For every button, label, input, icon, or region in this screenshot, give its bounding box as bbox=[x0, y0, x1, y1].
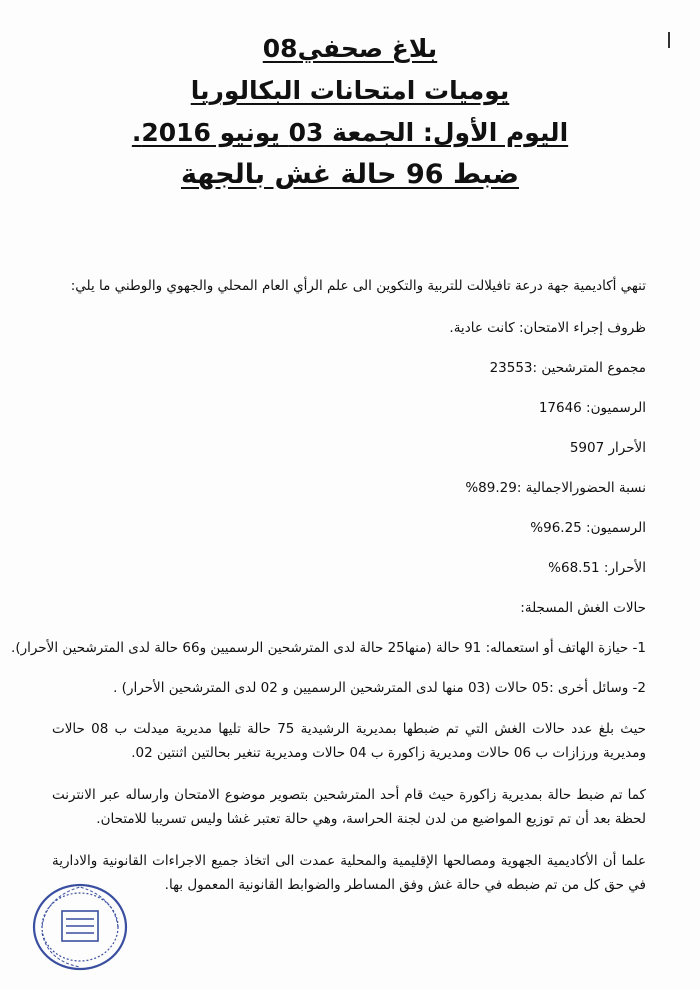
document-header bbox=[0, 28, 700, 196]
cheating-title: حالات الغش المسجلة: bbox=[520, 600, 646, 616]
header-subtitle: يوميات امتحانات البكالوريا bbox=[190, 76, 510, 105]
header-headline: ضبط 96 حالة غش بالجهة bbox=[180, 159, 519, 190]
attendance-official-text: الرسميون: 96.25% bbox=[530, 520, 646, 536]
paragraph-legal-measures: علما أن الأكاديمية الجهوية ومصالحها الإقليمية والمحلية عمدت الى اتخاذ جميع الاجراءات القانونية والادارية في حق كل من تم ضبطه في حالة غش وفق المساطر والضوابط القانونية المعمول بها. bbox=[52, 853, 646, 893]
official-candidates-text: الرسميون: 17646 bbox=[538, 400, 646, 416]
paragraph-zagora-case: كما تم ضبط حالة بمديرية زاكورة حيث قام أحد المترشحين بتصوير موضوع الامتحان وارساله عبر الانترنت لحظة بعد أن تم توزيع المواضيع من لدن لجنة الحراسة، وهي حالة تعتبر غشا وليس تسريبا للامتحان. bbox=[52, 787, 646, 827]
intro-text: تنهي أكاديمية جهة درعة تافيلالت للتربية والتكوين الى علم الرأي العام المحلي والجهوي والوطني ما يلي: bbox=[70, 278, 646, 294]
attendance-free-text: الأحرار: 68.51% bbox=[548, 560, 646, 576]
cheating-case-2: 2- وسائل أخرى :05 حالات (03 منها لدى المترشحين الرسميين و 02 لدى المترشحين الأحرار) . bbox=[113, 680, 646, 696]
free-candidates-text: الأحرار 5907 bbox=[569, 440, 646, 456]
paragraph-regional-counts: حيث بلغ عدد حالات الغش التي تم ضبطها بمديرية الرشيدية 75 حالة تليها مديرية ميدلت ب 08 حالات ومديرية ورزازات ب 06 حالات ومديرية زاكورة ب 04 حالات ومديرية تنغير بحالتين اثنتين 02. bbox=[52, 721, 646, 761]
header-title: بلاغ صحفي08 bbox=[262, 34, 438, 63]
official-stamp-icon bbox=[28, 875, 133, 975]
conditions-text: ظروف إجراء الامتحان: كانت عادية. bbox=[449, 320, 646, 336]
attendance-total-text: نسبة الحضورالاجمالية :89.29% bbox=[465, 480, 646, 496]
header-date: اليوم الأول: الجمعة 03 يونيو 2016. bbox=[131, 118, 569, 147]
total-candidates-text: مجموع المترشحين :23553 bbox=[489, 360, 646, 376]
document-body bbox=[11, 275, 646, 897]
cheating-case-1: 1- حيازة الهاتف أو استعماله: 91 حالة (منها25 حالة لدى المترشحين الرسميين و66 حالة لدى المترشحين الأحرار). bbox=[11, 640, 646, 656]
